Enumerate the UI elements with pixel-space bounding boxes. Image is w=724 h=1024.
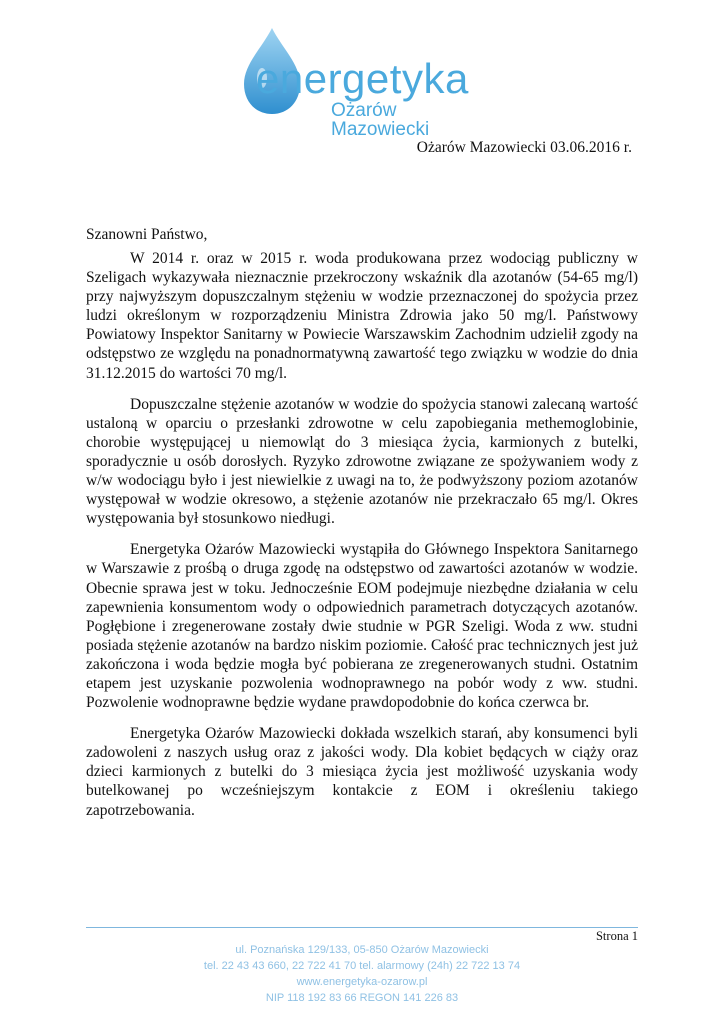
- paragraph-3: Energetyka Ożarów Mazowiecki wystąpiła do Głównego Inspektora Sanitarnego w Warszawie z prośbą o druga zgodę na odstępstwo od zawartości azotanów w wodzie. Obecnie sprawa jest w toku. Jednocześnie EOM podejmuje niezbędne działania w celu zapewnienia konsumentom wody o odpowiednich parametrach dotyczących azotanów. Pogłębione i zregenerowane zostały dwie studnie w PGR Szeligi. Woda z ww. studni posiada stężenie azotanów na bardzo niskim poziomie. Całość prac technicznych jest już zakończona i woda będzie mogła być pobierana ze zregenerowanych studni. Ostatnim etapem jest uzyskanie pozwolenia wodnoprawnego na pobór wody z ww. studni. Pozwolenie wodnoprawne będzie wydane prawdopodobnie do końca czerwca br.: [86, 541, 638, 712]
- letter-date: Ożarów Mazowiecki 03.06.2016 r.: [416, 139, 632, 156]
- footer-phones: tel. 22 43 43 660, 22 722 41 70 tel. alarmowy (24h) 22 722 13 74: [203, 960, 521, 972]
- logo-subtitle: Ożarów Mazowiecki: [331, 100, 430, 140]
- footer-website: www.energetyka-ozarow.pl: [296, 976, 428, 988]
- letter-body: [86, 249, 638, 832]
- salutation: Szanowni Państwo,: [86, 226, 208, 243]
- paragraph-1: W 2014 r. oraz w 2015 r. woda produkowana przez wodociąg publiczny w Szeligach wykazywała nieznacznie przekroczony wskaźnik dla azotanów (54-65 mg/l) przy najwyższym dopuszczalnym stężeniu w wodzie przeznaczonej do spożycia przez ludzi określonym w rozporządzeniu Ministra Zdrowia jako 50 mg/l. Państwowy Powiatowy Inspektor Sanitarny w Powiecie Warszawskim Zachodnim udzielił zgody na odstępstwo ze względu na ponadnormatywną zawartość tego związku w wodzie do dnia 31.12.2015 do wartości 70 mg/l.: [86, 250, 638, 382]
- footer-ids: NIP 118 192 83 66 REGON 141 226 83: [265, 992, 459, 1004]
- footer: [0, 942, 724, 1006]
- paragraph-2: Dopuszczalne stężenie azotanów w wodzie do spożycia stanowi zalecaną wartość ustaloną w oparciu o przesłanki zdrowotne w celu zapobiegania methemoglobinie, chorobie występującej u niemowląt do 3 miesiąca życia, karmionych z butelki, sporadycznie u osób dorosłych. Ryzyko zdrowotne związane ze spożywaniem wody z w/w wodociągu było i jest niewielkie z uwagi na to, że podwyższony poziom azotanów występował w wodzie okresowo, a stężenie azotanów nie przekraczało 65 mg/l. Okres występowania był stosunkowo niedługi.: [86, 395, 638, 528]
- paragraph-4: Energetyka Ożarów Mazowiecki dokłada wszelkich starań, aby konsumenci byli zadowoleni z naszych usług oraz z jakości wody. Dla kobiet będących w ciąży oraz dzieci karmionych z butelki do 3 miesiąca życia jest możliwość uzyskania wody butelkowanej po wcześniejszym kontakcie z EOM i określeniu takiego zapotrzebowania.: [86, 725, 638, 819]
- footer-divider: [86, 927, 638, 928]
- footer-address: ul. Poznańska 129/133, 05-850 Ożarów Mazowiecki: [235, 944, 489, 956]
- page-number: Strona 1: [595, 929, 638, 943]
- company-logo: [238, 24, 488, 140]
- logo-wordmark: energetyka: [256, 55, 469, 102]
